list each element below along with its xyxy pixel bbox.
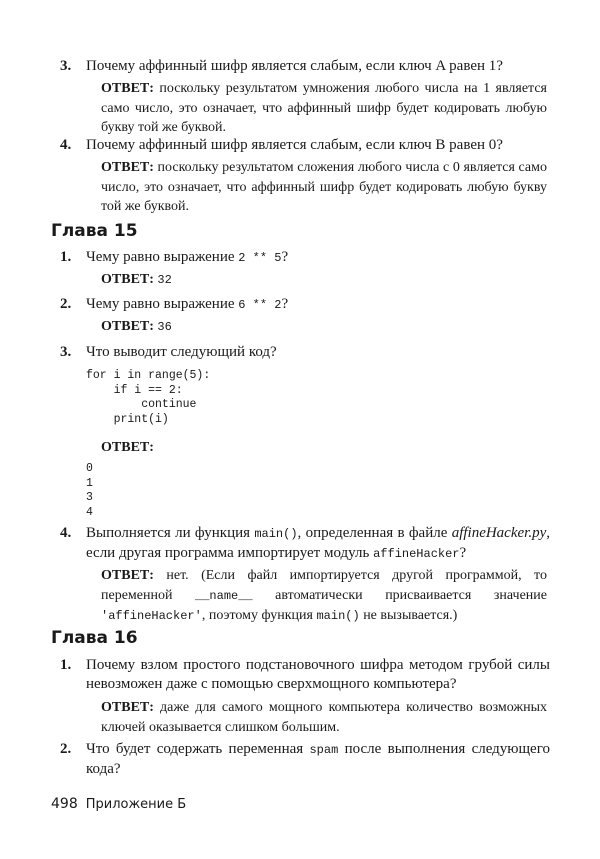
- question-number: 3.: [60, 58, 72, 74]
- answer-15-2: [101, 317, 547, 338]
- answer-15-3: [101, 438, 547, 458]
- inline-code: 'affineHacker': [101, 609, 202, 623]
- question-number: 4.: [60, 525, 72, 541]
- question-15-2: [60, 295, 550, 315]
- text-fragment: Что будет содержать переменная: [86, 741, 310, 757]
- question-number: 1.: [60, 249, 72, 265]
- question-15-1: [60, 248, 550, 268]
- answer-text: даже для самого мощного компьютера количество возможных ключей оказывается слишком большим.: [101, 700, 547, 735]
- question-text: [86, 295, 550, 315]
- text-fragment: после выполнения следующего кода?: [86, 741, 550, 777]
- answer-text: поскольку результатом сложения любого числа с 0 является само число, это означает, что аффинный шифр будет кодировать любую букву той же буквой.: [101, 160, 547, 214]
- answer-text: , поэтому функция: [201, 608, 317, 623]
- page-footer: [51, 796, 186, 813]
- answer-text: нет. (Если файл импортируется другой программой, то переменной: [101, 568, 547, 603]
- file-name: affineHacker.py: [451, 525, 547, 541]
- question-text: Что выводит следующий код?: [86, 344, 277, 360]
- answer-label: ОТВЕТ:: [101, 272, 154, 287]
- answer-label: ОТВЕТ:: [101, 81, 154, 96]
- answer-14-4: [101, 158, 547, 217]
- inline-code: main(): [254, 527, 298, 541]
- text-fragment: ?: [459, 545, 467, 561]
- code-block: for i in range(5): if i == 2: continue print(i): [86, 369, 211, 426]
- answer-label: ОТВЕТ:: [101, 440, 154, 455]
- answer-code: 32: [157, 273, 172, 287]
- text-fragment: ?: [281, 296, 289, 312]
- question-number: 4.: [60, 137, 72, 153]
- question-number: 2.: [60, 741, 72, 757]
- text-fragment: , если другая программа импортирует модуль: [86, 525, 550, 561]
- question-text: Почему взлом простого подстановочного шифра методом грубой силы невозможен даже с помощью сверхмощного компьютера?: [86, 657, 550, 692]
- question-text: [86, 248, 550, 268]
- answer-15-4: [101, 566, 547, 627]
- question-15-4: [60, 524, 550, 564]
- question-number: 1.: [60, 657, 72, 673]
- answer-code: 36: [157, 320, 172, 334]
- inline-code: 6 ** 2: [238, 298, 282, 312]
- question-number: 2.: [60, 296, 72, 312]
- inline-code: __name__: [195, 588, 253, 603]
- answer-15-1: [101, 270, 547, 291]
- answer-label: ОТВЕТ:: [101, 568, 154, 583]
- answer-text: не вызывается.): [359, 608, 458, 623]
- inline-code: affineHacker: [373, 547, 460, 561]
- inline-code: spam: [309, 743, 339, 757]
- answer-label: ОТВЕТ:: [101, 700, 154, 715]
- question-14-4: [60, 136, 550, 155]
- section-title: Приложение Б: [85, 797, 187, 812]
- inline-code: 2 ** 5: [238, 251, 282, 265]
- question-15-3: [60, 343, 550, 362]
- question-text: [86, 740, 550, 779]
- answer-16-1: [101, 698, 547, 737]
- question-text: Почему аффинный шифр является слабым, если ключ A равен 1?: [86, 58, 503, 74]
- question-16-2: [60, 740, 550, 779]
- text-fragment: Выполняется ли функция: [86, 525, 255, 541]
- chapter-15-heading: Глава 15: [51, 221, 138, 241]
- inline-code: main(): [316, 609, 360, 623]
- question-text: [86, 524, 550, 564]
- answer-14-3: [101, 79, 547, 138]
- page-number: 498: [51, 796, 78, 812]
- answer-text: автоматически присваивается значение: [252, 587, 547, 603]
- chapter-16-heading: Глава 16: [51, 628, 138, 648]
- question-14-3: [60, 57, 550, 76]
- output-block: 0 1 3 4: [86, 462, 93, 519]
- question-number: 3.: [60, 344, 72, 360]
- text-fragment: Чему равно выражение: [86, 296, 239, 312]
- question-16-1: [60, 656, 550, 694]
- text-fragment: ?: [281, 249, 289, 265]
- text-fragment: , определенная в файле: [297, 525, 452, 541]
- question-text: Почему аффинный шифр является слабым, если ключ B равен 0?: [86, 137, 503, 153]
- answer-label: ОТВЕТ:: [101, 319, 154, 334]
- answer-text: поскольку результатом умножения любого числа на 1 является само число, это означает, что аффинный шифр будет кодировать любую букву той же буквой.: [101, 81, 547, 135]
- answer-label: ОТВЕТ:: [101, 160, 154, 175]
- text-fragment: Чему равно выражение: [86, 249, 239, 265]
